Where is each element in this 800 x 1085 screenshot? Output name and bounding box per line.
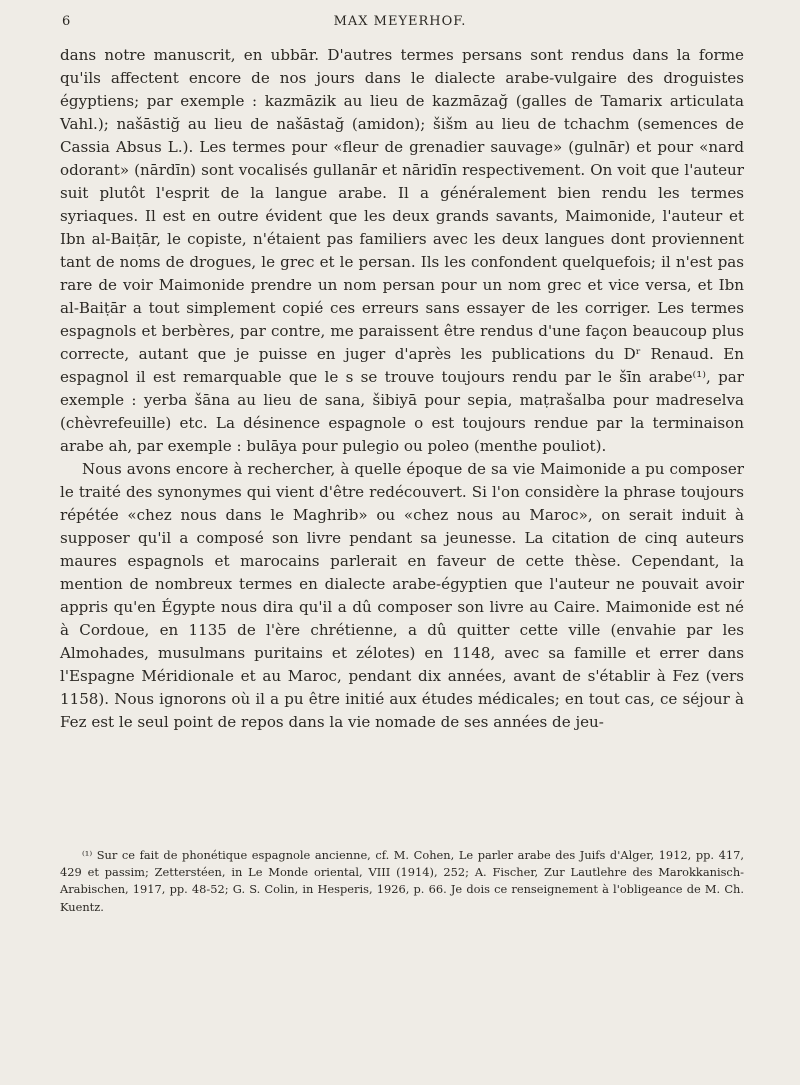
footnotes — [60, 847, 744, 916]
paragraph-continued: dans notre manuscrit, en ubbār. D'autres termes persans sont rendus dans la forme qu'ils affectent encore de nos jours dans le dialecte arabe-vulgaire des droguistes égyptiens; par exemple : kazmāzik au lieu de kazmāzağ (galles de Tamarix articulata Vahl.); našāstiğ au lieu de našāstağ (amidon); šišm au lieu de tchachm (semences de Cassia Absus L.). Les termes pour «fleur de grenadier sauvage» (gulnār) et pour «nard odorant» (nārdīn) sont vocalisés gullanār et nāridīn respectivement. On voit que l'auteur suit plutôt l'esprit de la langue arabe. Il a généralement bien rendu les termes syriaques. Il est en outre évident que les deux grands savants, Maimonide, l'auteur et Ibn al-Baiṭār, le copiste, n'étaient pas familiers avec les deux langues dont proviennent tant de noms de drogues, le grec et le persan. Ils les confondent quelquefois; il n'est pas rare de voir Maimonide prendre un nom persan pour un nom grec et vice versa, et Ibn al-Baiṭār a tout simplement copié ces erreurs sans essayer de les corriger. Les termes espagnols et berbères, par contre, me paraissent être rendus d'une façon beaucoup plus correcte, autant que je puisse en juger d'après les publications du Dʳ Renaud. En espagnol il est remarquable que le s se trouve toujours rendu par le šīn arabe⁽¹⁾, par exemple : yerba šāna au lieu de sana, šibiyā pour sepia, maṭrašalba pour madreselva (chèvrefeuille) etc. La désinence espagnole o est toujours rendue par la terminaison arabe ah, par exemple : bulāya pour pulegio ou poleo (menthe pouliot). — [60, 46, 744, 455]
footnote-1: ⁽¹⁾ Sur ce fait de phonétique espagnole ancienne, cf. M. Cohen, Le parler arabe des Juifs d'Alger, 1912, pp. 417, 429 et passim; Zetterstéen, in Le Monde oriental, VIII (1914), 252; A. Fischer, Zur Lautlehre des Marokkanisch-Arabischen, 1917, pp. 48-52; G. S. Colin, in Hesperis, 1926, p. 66. Je dois ce renseignement à l'obligeance de M. Ch. Kuentz. — [60, 848, 744, 914]
body-text — [60, 44, 744, 734]
page-number: 6 — [62, 14, 72, 29]
paragraph: Nous avons encore à rechercher, à quelle époque de sa vie Maimonide a pu composer le traité des synonymes qui vient d'être redécouvert. Si l'on considère la phrase toujours répétée «chez nous dans le Maghrib» ou «chez nous au Maroc», on serait induit à supposer qu'il a composé son livre pendant sa jeunesse. La citation de cinq auteurs maures espagnols et marocains parlerait en faveur de cette thèse. Cependant, la mention de nombreux termes en dialecte arabe-égyptien que l'auteur ne pouvait avoir appris qu'en Égypte nous dira qu'il a dû composer son livre au Caire. Maimonide est né à Cordoue, en 1135 de l'ère chrétienne, a dû quitter cette ville (envahie par les Almohades, musulmans puritains et zélotes) en 1148, avec sa famille et errer dans l'Espagne Méridionale et au Maroc, pendant dix années, avant de s'établir à Fez (vers 1158). Nous ignorons où il a pu être initié aux études médicales; en tout cas, ce séjour à Fez est le seul point de repos dans la vie nomade de ses années de jeu- — [60, 460, 744, 731]
running-head: MAX MEYERHOF. — [333, 14, 467, 29]
page-header — [48, 14, 752, 36]
